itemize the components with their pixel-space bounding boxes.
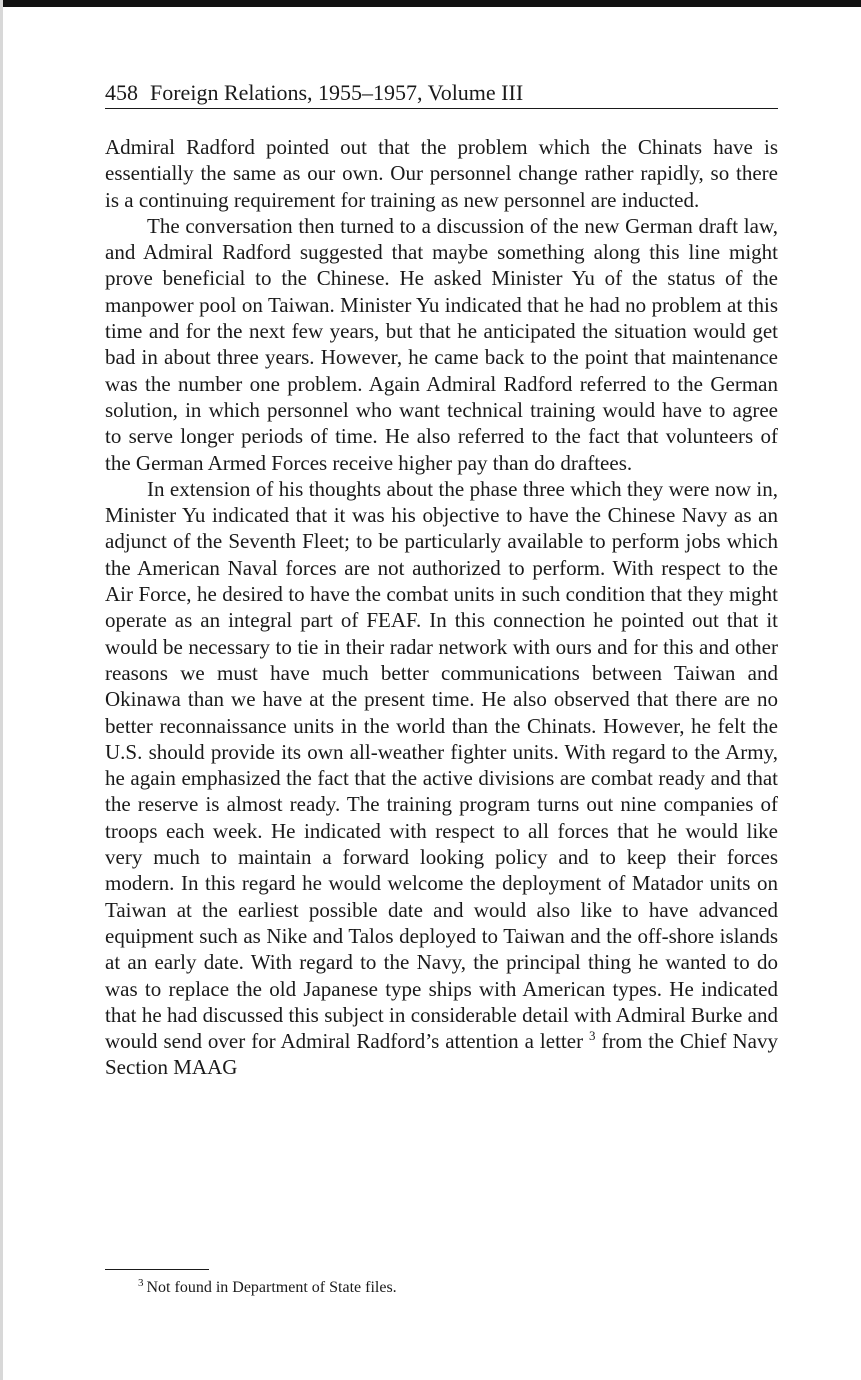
page-edge-shadow [0,0,3,1380]
page-number: 458 [105,80,138,105]
footnote [138,1277,778,1299]
footnote-reference[interactable]: 3 [589,1028,596,1044]
paragraph-phase-three-text: In extension of his thoughts about the phase three which they were now in, Minister Yu indicated that it was his objective to have the Chinese Navy as an adjunct of the Seventh Fleet; to be particularly available to perform jobs which the American Naval forces are not authorized to perform. With respect to the Air Force, he desired to have the combat units in such condition that they might operate as an integral part of FEAF. In this connection he pointed out that it would be necessary to tie in their radar network with ours and for this and other reasons we must have much better communications between Taiwan and Okinawa than we have at the present time. He also observed that there are no better reconnaissance units in the world than the Chinats. However, he felt the U.S. should provide its own all-weather fighter units. With regard to the Army, he again emphasized the fact that the active divisions are combat ready and that the reserve is almost ready. The training program turns out nine companies of troops each week. He indicated with respect to all forces that he would like very much to maintain a forward looking policy and to keep their forces modern. In this regard he would welcome the deployment of Matador units on Taiwan at the earliest possible date and would also like to have advanced equipment such as Nike and Talos deployed to Taiwan and the off-shore islands at an early date. With regard to the Navy, the principal thing he wanted to do was to replace the old Japanese type ships with American types. He indicated that he had discussed this subject in considerable detail with Admiral Burke and would send over for Admiral Radford’s attention a letter [105,476,778,1054]
running-title: Foreign Relations, 1955–1957, Volume III [150,80,524,105]
page-top-border [0,0,861,7]
body-text [105,134,778,1081]
paragraph-phase-three [105,476,778,1081]
running-head [105,78,778,109]
paragraph-continued: Admiral Radford pointed out that the problem which the Chinats have is essentially the same as our own. Our personnel change rather rapidly, so there is a continuing requirement for training as new personnel are inducted. [105,135,778,212]
paragraph-draft-law: The conversation then turned to a discussion of the new German draft law, and Admiral Radford suggested that maybe something along this line might prove beneficial to the Chinese. He asked Minister Yu of the status of the manpower pool on Taiwan. Minister Yu indicated that he had no problem at this time and for the next few years, but that he anticipated the situation would get bad in about three years. However, he came back to the point that maintenance was the number one problem. Again Admiral Radford referred to the German solution, in which personnel who want technical training would have to agree to serve longer periods of time. He also referred to the fact that volunteers of the German Armed Forces receive higher pay than do draftees. [105,213,778,475]
footnote-divider [105,1269,209,1270]
footnote-marker: 3 [138,1276,144,1289]
footnote-text: Not found in Department of State files. [146,1279,397,1296]
paragraph-phase-three-text-end: from the Chief Navy Section MAAG [105,1029,778,1080]
